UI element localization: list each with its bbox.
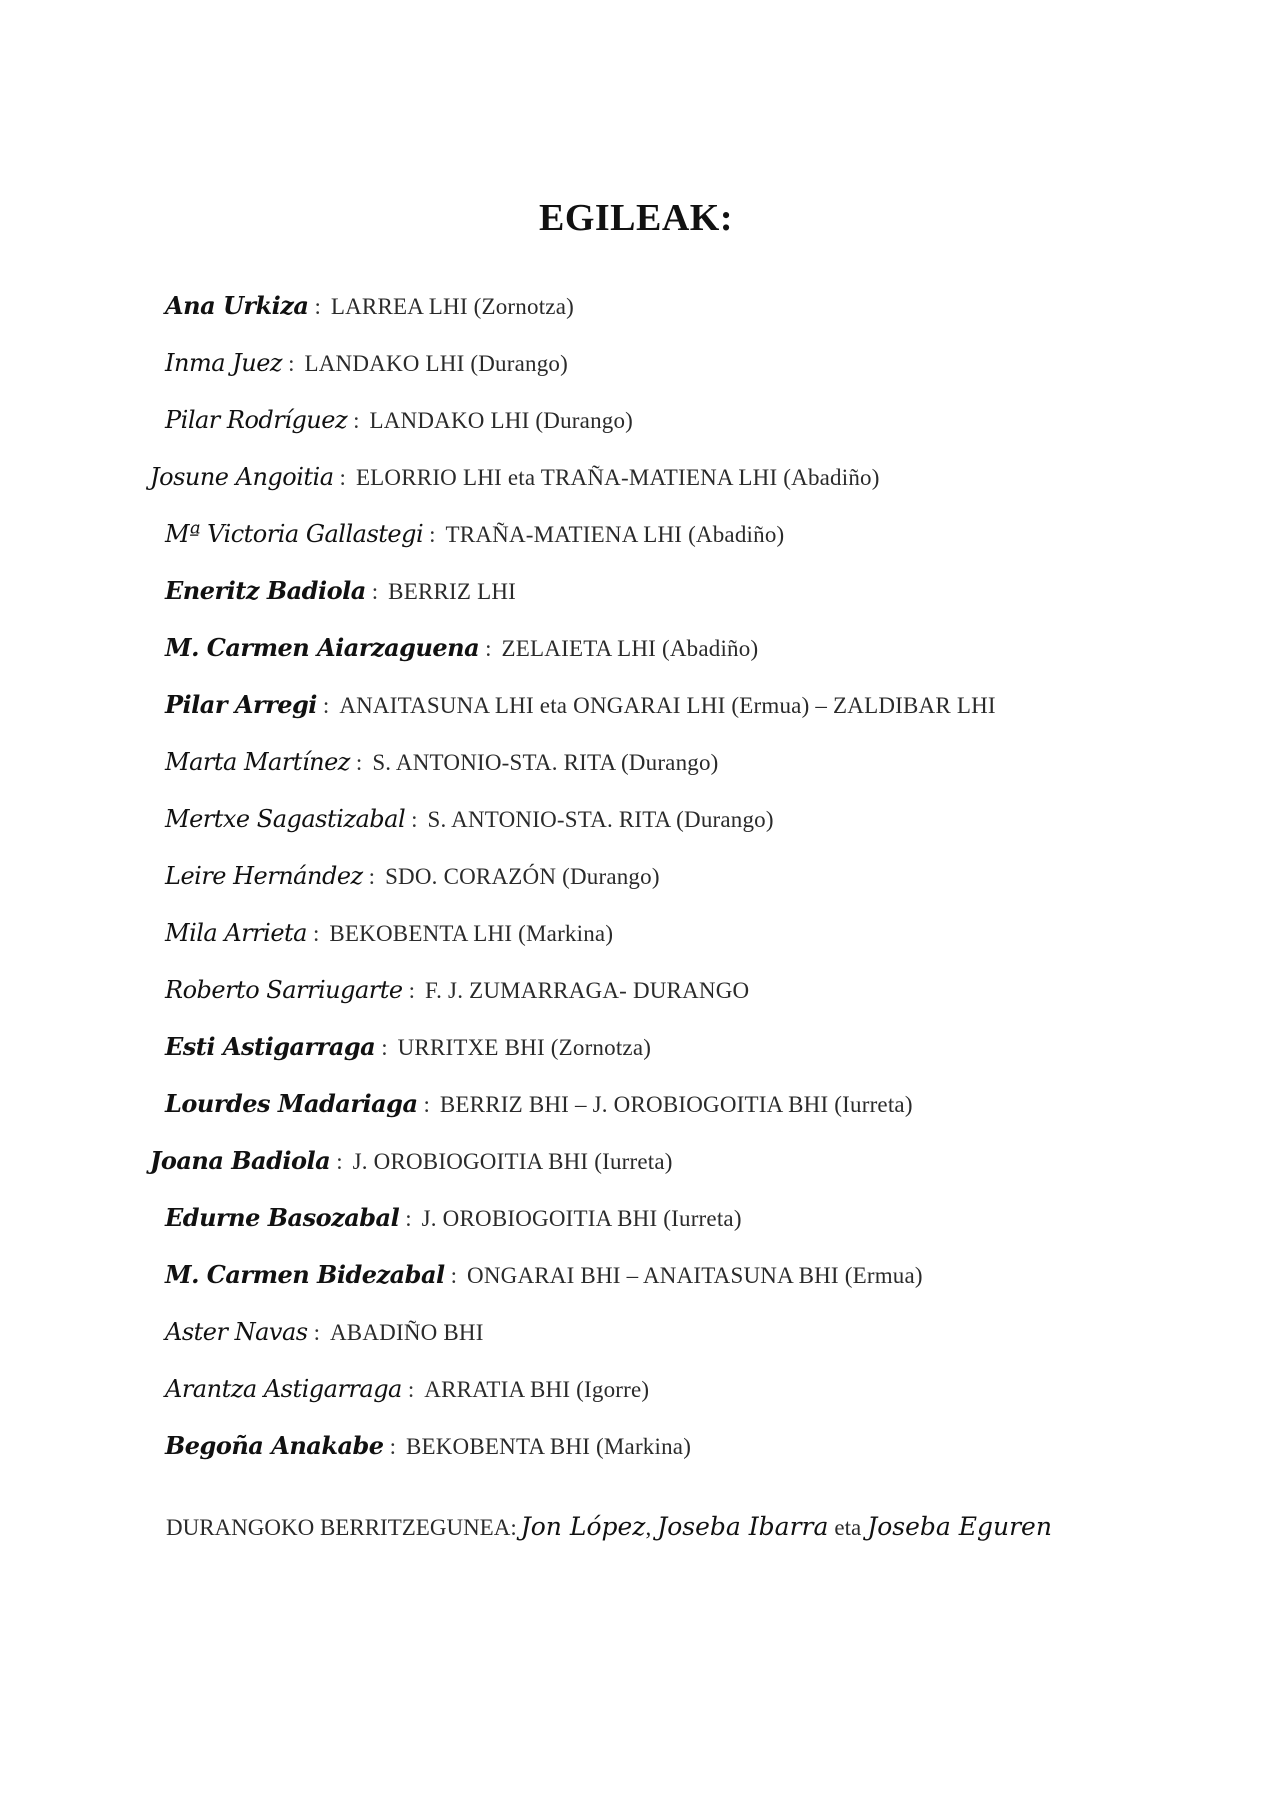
author-row [165, 514, 784, 554]
author-name: Edurne Basozabal [165, 1203, 400, 1232]
author-name: Aster Navas [165, 1318, 308, 1346]
author-name: Mila Arrieta [165, 919, 307, 947]
author-name: Arantza Astigarraga [165, 1375, 402, 1403]
author-separator: : [355, 750, 363, 775]
author-separator: : [339, 465, 346, 490]
author-row [165, 856, 660, 896]
credit-name: Joseba Eguren [867, 1512, 1052, 1541]
author-school: S. ANTONIO-STA. RITA (Durango) [372, 750, 719, 775]
author-row [165, 628, 758, 668]
author-school: ARRATIA BHI (Igorre) [424, 1377, 650, 1402]
author-name: Joana Badiola [150, 1146, 331, 1175]
author-row [165, 571, 516, 611]
author-name: Pilar Arregi [165, 690, 317, 719]
author-separator: : [353, 408, 360, 433]
author-school: BERRIZ BHI – J. OROBIOGOITIA BHI (Iurreta) [439, 1092, 913, 1117]
author-school: J. OROBIOGOITIA BHI (Iurreta) [421, 1206, 742, 1231]
author-school: URRITXE BHI (Zornotza) [397, 1035, 652, 1060]
author-school: ZELAIETA LHI (Abadiño) [501, 636, 759, 661]
author-row [165, 1312, 484, 1352]
author-separator: : [288, 351, 295, 376]
author-school: LARREA LHI (Zornotza) [330, 294, 574, 319]
author-row [165, 1027, 651, 1067]
author-row [165, 913, 613, 953]
author-name: Esti Astigarraga [165, 1032, 376, 1061]
author-row [165, 799, 774, 839]
author-separator: : [405, 1206, 412, 1231]
author-name: Pilar Rodríguez [165, 406, 348, 434]
author-row [165, 742, 719, 782]
berritzegunea-credits [166, 1505, 1052, 1549]
author-separator: : [371, 579, 379, 604]
author-name: Mertxe Sagastizabal [165, 805, 406, 833]
author-school: ONGARAI BHI – ANAITASUNA BHI (Ermua) [467, 1263, 923, 1288]
author-school: ABADIÑO BHI [329, 1320, 484, 1345]
author-name: Josune Angoitia [150, 463, 334, 491]
author-row [165, 970, 749, 1010]
author-separator: : [429, 522, 436, 547]
credit-name: Jon López [520, 1512, 646, 1541]
credit-comma: , [645, 1515, 652, 1540]
author-school: J. OROBIOGOITIA BHI (Iurreta) [352, 1149, 673, 1174]
author-separator: : [450, 1263, 458, 1288]
author-separator: : [314, 294, 321, 319]
author-row [165, 685, 996, 725]
author-row [165, 1255, 923, 1295]
author-name: Inma Juez [165, 349, 283, 377]
author-school: BERRIZ LHI [388, 579, 517, 604]
author-school: F. J. ZUMARRAGA- DURANGO [425, 978, 750, 1003]
author-row [165, 286, 574, 326]
author-row [150, 1141, 673, 1181]
author-separator: : [312, 921, 320, 946]
credit-conjunction: eta [834, 1515, 862, 1540]
author-name: Roberto Sarriugarte [165, 976, 403, 1004]
author-name: M. Carmen Aiarzaguena [165, 633, 480, 662]
credit-name: Joseba Ibarra [657, 1512, 829, 1541]
author-separator: : [408, 978, 415, 1003]
berritzegunea-label: DURANGOKO BERRITZEGUNEA: [166, 1515, 517, 1540]
author-row [150, 457, 880, 497]
author-name: M. Carmen Bidezabal [165, 1260, 445, 1289]
author-name: Mª Victoria Gallastegi [165, 520, 424, 548]
author-separator: : [322, 693, 330, 718]
author-separator: : [423, 1092, 430, 1117]
author-row [165, 1426, 691, 1466]
author-name: Lourdes Madariaga [165, 1089, 418, 1118]
author-separator: : [485, 636, 492, 661]
author-row [165, 1369, 649, 1409]
author-separator: : [368, 864, 376, 889]
author-separator: : [336, 1149, 343, 1174]
author-school: ANAITASUNA LHI eta ONGARAI LHI (Ermua) – ZALDIBAR LHI [339, 693, 996, 718]
author-name: Begoña Anakabe [165, 1431, 384, 1460]
author-school: S. ANTONIO-STA. RITA (Durango) [427, 807, 774, 832]
author-name: Marta Martínez [165, 748, 350, 776]
author-school: LANDAKO LHI (Durango) [369, 408, 634, 433]
author-separator: : [381, 1035, 388, 1060]
author-school: TRAÑA-MATIENA LHI (Abadiño) [445, 522, 785, 547]
author-school: BEKOBENTA LHI (Markina) [329, 921, 614, 946]
author-name: Ana Urkiza [165, 291, 309, 320]
author-name: Eneritz Badiola [165, 576, 366, 605]
author-name: Leire Hernández [165, 862, 363, 890]
author-separator: : [313, 1320, 320, 1345]
author-separator: : [407, 1377, 415, 1402]
author-school: LANDAKO LHI (Durango) [304, 351, 568, 376]
author-row [165, 1198, 742, 1238]
author-school: ELORRIO LHI eta TRAÑA-MATIENA LHI (Abadiño) [355, 465, 880, 490]
author-separator: : [411, 807, 418, 832]
author-row [165, 1084, 913, 1124]
author-school: SDO. CORAZÓN (Durango) [385, 864, 660, 889]
author-school: BEKOBENTA BHI (Markina) [405, 1434, 692, 1459]
author-separator: : [389, 1434, 396, 1459]
author-row [165, 343, 568, 383]
page-title: EGILEAK: [538, 197, 734, 239]
author-row [165, 400, 633, 440]
